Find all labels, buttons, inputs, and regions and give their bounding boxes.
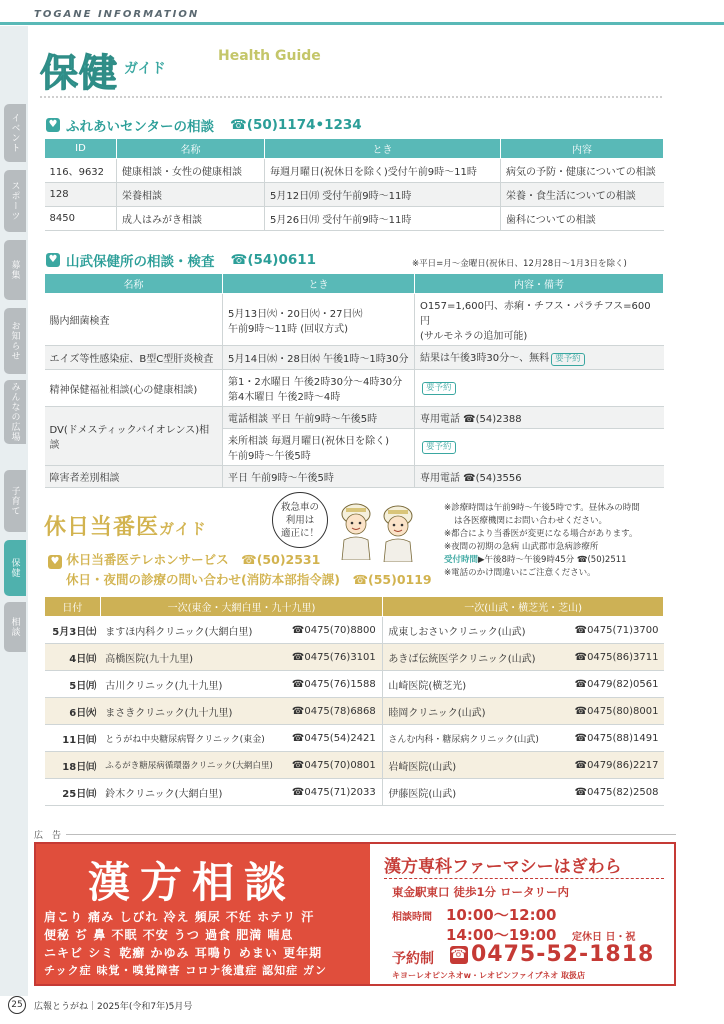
cell-clinic: ふるがき糖尿病循環器クリニック(大網白里) <box>100 752 287 779</box>
publication-header: TOGANE INFORMATION <box>34 9 200 20</box>
side-tab-health[interactable]: 保健 <box>4 540 26 596</box>
sanbu-title: 山武保健所の相談・検査 <box>66 254 215 270</box>
cell-id: 116、9632 <box>45 159 117 183</box>
table-row <box>45 671 664 698</box>
service-line <box>48 550 432 570</box>
cell-id: 128 <box>45 183 117 207</box>
col-header-when: とき <box>223 274 415 294</box>
cell-clinic: とうがね中央糖尿病腎クリニック(東金) <box>100 725 287 752</box>
header-divider <box>40 96 664 98</box>
cell-content: 専用電話 ☎(54)2388 <box>415 407 664 429</box>
cell-phone: ☎0479(86)2217 <box>570 752 664 779</box>
reservation-badge: 要予約 <box>551 353 585 366</box>
side-tab-event[interactable]: イベント <box>4 104 26 162</box>
cell-phone: ☎0475(54)2421 <box>287 725 383 752</box>
cell-name: 障害者差別相談 <box>45 466 223 488</box>
ad-dealer: キヨーレオピンネオw・レオピンファイブネオ 取扱店 <box>392 971 586 980</box>
col-header-when: とき <box>265 139 501 159</box>
ad-headline: 漢方相談 <box>88 858 297 907</box>
ad-dash-line <box>384 878 664 879</box>
cell-clinic: さんむ内科・糖尿病クリニック(山武) <box>383 725 570 752</box>
reservation-badge: 要予約 <box>422 441 456 454</box>
content-line: O157=1,600円、赤痢・チフス・パラチフス=600円 <box>420 301 651 327</box>
cell-clinic: 伊藤医院(山武) <box>383 779 570 806</box>
sanbu-section-title <box>46 250 316 270</box>
page-title: 保健 <box>40 51 119 95</box>
ad-hours-label: 相談時間 <box>392 912 432 923</box>
fureai-phone: ☎(50)1174•1234 <box>229 117 362 133</box>
top-bar <box>0 0 724 26</box>
cell-date: 18日㈰ <box>45 752 101 779</box>
cell-when: 5月14日㈬・28日㈬ 午後1時〜1時30分 <box>223 346 415 370</box>
table-row <box>45 466 664 488</box>
reception-text: ▶午後8時〜午後9時45分 ☎(50)2511 <box>478 555 627 565</box>
col-header-id: ID <box>45 139 117 159</box>
holiday-service <box>48 550 432 590</box>
cell-when <box>223 370 415 407</box>
ad-divider <box>66 834 676 835</box>
service-phone: ☎(50)2531 <box>241 552 321 567</box>
holiday-title-main: 休日当番医 <box>44 515 160 540</box>
table-row <box>45 407 664 429</box>
table-row <box>45 183 664 207</box>
cell-clinic: 古川クリニック(九十九里) <box>100 671 287 698</box>
cell-id: 8450 <box>45 207 117 231</box>
table-row <box>45 644 664 671</box>
cell-phone: ☎0475(70)8800 <box>287 617 383 644</box>
reception-line <box>444 554 674 567</box>
cell-name: 健康相談・女性の健康相談 <box>117 159 265 183</box>
cell-clinic: 鈴木クリニック(大網白里) <box>100 779 287 806</box>
table-row <box>45 370 664 407</box>
ad-right-panel <box>372 844 674 984</box>
ad-closed-days: 定休日 日・祝 <box>572 932 636 943</box>
cell-name: 精神保健福祉相談(心の健康相談) <box>45 370 223 407</box>
ad-symptom-line: チック症 味覚・嗅覚障害 コロナ後遺症 認知症 ガン <box>44 964 327 977</box>
cell-phone: ☎0475(76)1588 <box>287 671 383 698</box>
holiday-title <box>44 510 207 541</box>
cell-clinic: まさきクリニック(九十九里) <box>100 698 287 725</box>
cell-phone: ☎0475(70)0801 <box>287 752 383 779</box>
heart-icon: ♥ <box>48 555 62 569</box>
cell-clinic: 睦岡クリニック(山武) <box>383 698 570 725</box>
cell-clinic: 岩崎医院(山武) <box>383 752 570 779</box>
when-line: 来所相談 毎週月曜日(祝休日を除く) <box>228 436 389 447</box>
table-row <box>45 698 664 725</box>
cell-content: 歯科についての相談 <box>501 207 664 231</box>
ad-access: 東金駅東口 徒歩1分 ロータリー内 <box>392 885 570 899</box>
table-row <box>45 617 664 644</box>
ad-left-panel <box>36 844 370 984</box>
cell-phone: ☎0475(80)8001 <box>570 698 664 725</box>
page-title-suffix: ガイド <box>124 61 166 77</box>
when-line: 5月13日㈫・20日㈫・27日㈫ <box>228 308 363 320</box>
col-header-name: 名称 <box>117 139 265 159</box>
cell-phone: ☎0475(88)1491 <box>570 725 664 752</box>
cell-content: 病気の予防・健康についての相談 <box>501 159 664 183</box>
cell-name: 栄養相談 <box>117 183 265 207</box>
table-row <box>45 207 664 231</box>
side-tab-plaza[interactable]: みんなの広場 <box>4 380 26 444</box>
cell-content <box>415 370 664 407</box>
top-bar-line <box>0 22 724 25</box>
holiday-notes <box>444 502 674 580</box>
note-line: ※電話のかけ間違いにご注意ください。 <box>444 568 596 578</box>
cell-when: 5月12日㈪ 受付午前9時〜11時 <box>265 183 501 207</box>
bubble-line: 適正に！ <box>280 528 319 539</box>
cell-clinic: あきば伝統医学クリニック(山武) <box>383 644 570 671</box>
note-line: ※診療時間は午前9時〜午後5時です。昼休みの時間 <box>444 503 640 513</box>
cell-phone: ☎0475(71)2033 <box>287 779 383 806</box>
content-line: 結果は午後3時30分〜、無料 <box>420 353 550 364</box>
col-header-area2: 一次(山武・横芝光・芝山) <box>383 597 664 617</box>
night-phone: ☎(55)0119 <box>352 572 432 587</box>
sanbu-phone: ☎(54)0611 <box>230 252 317 268</box>
table-header-row <box>45 597 664 617</box>
ad-label: 広 告 <box>34 831 62 841</box>
cell-clinic: 山崎医院(横芝光) <box>383 671 570 698</box>
table-row <box>45 779 664 806</box>
content-line: (サルモネラの追加可能) <box>420 331 528 342</box>
cell-clinic: 成東しおさいクリニック(山武) <box>383 617 570 644</box>
ad-symptom-line: 肩こり 痛み しびれ 冷え 頻尿 不妊 ホテリ 汗 <box>44 910 315 924</box>
col-header-content: 内容・備考 <box>415 274 664 294</box>
table-row <box>45 725 664 752</box>
service-title: 休日当番医テレホンサービス <box>66 552 229 567</box>
ad-symptom-line: 便秘 ぢ 鼻 不眠 不安 うつ 過食 肥満 喘息 <box>44 928 294 942</box>
cell-phone: ☎0475(76)3101 <box>287 644 383 671</box>
cell-content: 栄養・食生活についての相談 <box>501 183 664 207</box>
fureai-title: ふれあいセンターの相談 <box>66 119 214 135</box>
cell-content <box>415 294 664 346</box>
col-header-name: 名称 <box>45 274 223 294</box>
bubble-line: 利用は <box>285 515 315 526</box>
cell-when: 5月26日㈪ 受付午前9時〜11時 <box>265 207 501 231</box>
cell-when <box>223 294 415 346</box>
ad-shop-name: 漢方専科ファーマシーはぎわら <box>384 857 622 877</box>
table-row <box>45 346 664 370</box>
note-line: は各医療機関にお問い合わせください。 <box>454 516 608 526</box>
holiday-table <box>44 596 664 806</box>
cell-phone: ☎0475(71)3700 <box>570 617 664 644</box>
ad-phone <box>450 942 654 967</box>
when-line: 第4木曜日 午後2時〜4時 <box>228 392 341 403</box>
table-header-row <box>45 274 664 294</box>
cell-date: 5日㈪ <box>45 671 101 698</box>
side-tab-consult[interactable]: 相談 <box>4 602 26 652</box>
ad-symptom-line: ニキビ シミ 乾癬 かゆみ 耳鳴り めまい 更年期 <box>44 946 323 960</box>
cell-content <box>415 346 664 370</box>
advertisement <box>34 842 676 986</box>
col-header-date: 日付 <box>45 597 101 617</box>
cell-date: 6日㈫ <box>45 698 101 725</box>
cell-date: 4日㈰ <box>45 644 101 671</box>
sanbu-table <box>44 273 664 488</box>
cell-name: 腸内細菌検査 <box>45 294 223 346</box>
holiday-title-suffix: ガイド <box>159 520 207 538</box>
cell-name: DV(ドメスティックバイオレンス)相談 <box>45 407 223 466</box>
cell-date: 11日㈰ <box>45 725 101 752</box>
col-header-area1: 一次(東金・大網白里・九十九里) <box>100 597 383 617</box>
side-tab-sports[interactable]: スポーツ <box>4 170 26 232</box>
ad-phone-number: 0475-52-1818 <box>471 942 655 967</box>
cell-phone: ☎0475(86)3711 <box>570 644 664 671</box>
when-line: 午前9時〜午後5時 <box>228 451 311 462</box>
table-row <box>45 294 664 346</box>
bubble-line: 救急車の <box>280 502 319 513</box>
cell-when: 電話相談 平日 午前9時〜午後5時 <box>223 407 415 429</box>
page-title-english: Health Guide <box>218 48 321 64</box>
cell-date: 25日㈰ <box>45 779 101 806</box>
cell-when: 毎週月曜日(祝休日を除く)受付午前9時〜11時 <box>265 159 501 183</box>
heart-icon: ♥ <box>46 118 60 132</box>
cell-name: 成人はみがき相談 <box>117 207 265 231</box>
cell-content: 専用電話 ☎(54)3556 <box>415 466 664 488</box>
footer-text: 広報とうがね｜2025年(令和7年)5月号 <box>34 1002 193 1012</box>
phone-icon: ☎ <box>450 947 468 962</box>
heart-icon: ♥ <box>46 253 60 267</box>
night-line <box>48 570 432 590</box>
cell-phone: ☎0479(82)0561 <box>570 671 664 698</box>
night-title: 休日・夜間の診療の問い合わせ(消防本部指令課) <box>66 572 340 587</box>
side-tab-childcare[interactable]: 子育て <box>4 470 26 532</box>
cell-name: エイズ等性感染症、B型C型肝炎検査 <box>45 346 223 370</box>
ad-reservation: 予約制 <box>392 951 434 967</box>
ad-hours-afternoon: 14:00〜19:00 <box>446 926 557 944</box>
sanbu-note: ※平日=月〜金曜日(祝休日、12月28日〜1月3日を除く) <box>412 259 627 269</box>
when-line: 午前9時〜11時 (回収方式) <box>228 323 349 335</box>
cell-clinic: ますほ内科クリニック(大網白里) <box>100 617 287 644</box>
col-header-content: 内容 <box>501 139 664 159</box>
reception-label: 受付時間 <box>444 555 479 565</box>
cell-content <box>415 429 664 466</box>
table-row <box>45 752 664 779</box>
ambulance-bubble <box>272 492 328 548</box>
side-tab-recruit[interactable]: 募集 <box>4 240 26 300</box>
fureai-section-title <box>46 115 362 135</box>
cell-date: 5月3日㈯ <box>45 617 101 644</box>
reservation-badge: 要予約 <box>422 382 456 395</box>
side-tab-notice[interactable]: お知らせ <box>4 308 26 374</box>
cell-when: 平日 午前9時〜午後5時 <box>223 466 415 488</box>
table-header-row <box>45 139 664 159</box>
note-line: ※夜間の初期の急病 山武郡市急病診療所 <box>444 542 599 552</box>
cell-when <box>223 429 415 466</box>
cell-phone: ☎0475(78)6868 <box>287 698 383 725</box>
ad-hours-morning: 10:00〜12:00 <box>446 906 557 924</box>
page-number: 25 <box>8 996 26 1014</box>
table-row <box>45 159 664 183</box>
cell-phone: ☎0475(82)2508 <box>570 779 664 806</box>
fureai-table <box>44 138 664 231</box>
when-line: 第1・2水曜日 午後2時30分〜4時30分 <box>228 377 403 388</box>
cell-clinic: 高橋医院(九十九里) <box>100 644 287 671</box>
note-line: ※都合により当番医が変更になる場合があります。 <box>444 529 638 539</box>
